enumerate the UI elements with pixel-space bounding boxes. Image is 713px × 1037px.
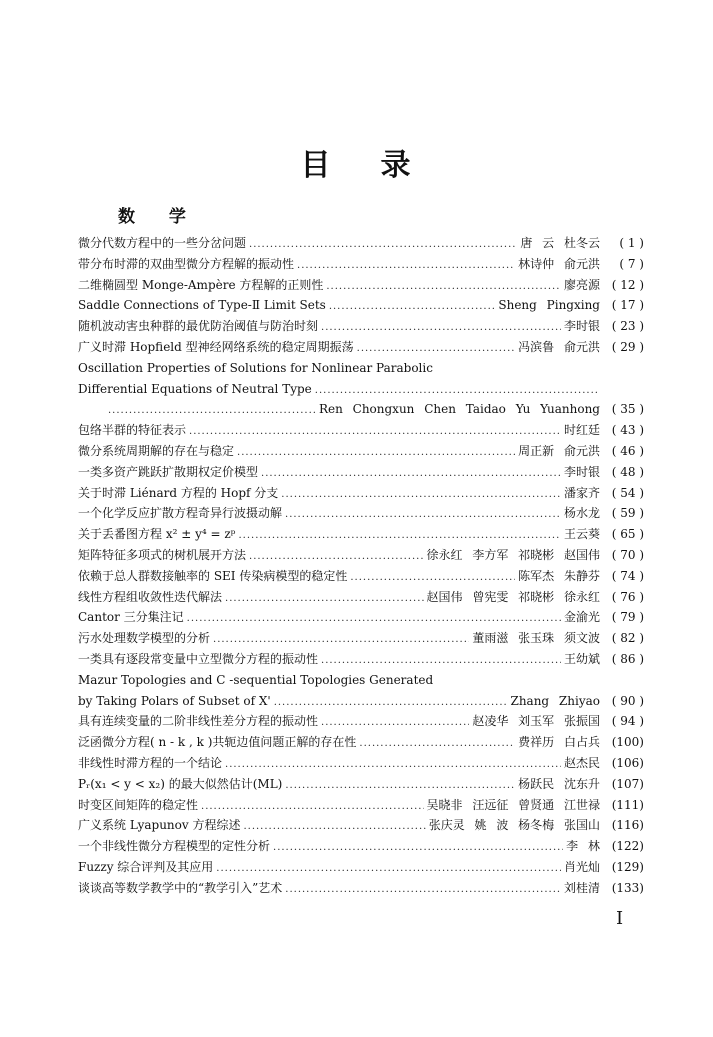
section-heading: 数 学 — [118, 207, 200, 227]
toc-entry[interactable] — [78, 628, 644, 649]
entry-title: 微分代数方程中的一些分岔问题 — [78, 236, 247, 250]
toc-entry[interactable] — [78, 358, 644, 379]
entry-page: (122) — [611, 839, 644, 854]
entry-authors: 吴晓非 汪远征 曾贤通 江世禄 — [426, 797, 600, 812]
toc-entry[interactable] — [78, 275, 644, 296]
entry-page: ( 70 ) — [611, 547, 644, 562]
entry-title: 一个非线性微分方程模型的定性分析 — [78, 839, 271, 854]
entry-title: 线性方程组收敛性迭代解法 — [78, 589, 223, 604]
entry-page: ( 79 ) — [611, 610, 644, 625]
toc-entry[interactable] — [78, 711, 644, 732]
dot-leader — [321, 713, 469, 732]
toc-entry[interactable] — [78, 670, 644, 691]
dot-leader — [237, 443, 515, 462]
toc-entry[interactable] — [78, 607, 644, 628]
dot-leader — [321, 318, 561, 337]
entry-authors: Ren Chongxun Chen Taidao Yu Yuanhong — [318, 402, 600, 417]
toc-entry[interactable] — [78, 732, 644, 753]
entry-page: ( 48 ) — [611, 464, 644, 479]
entry-title: 具有连续变量的二阶非线性差分方程的振动性 — [78, 714, 319, 729]
toc-entry[interactable] — [78, 649, 644, 670]
dot-leader — [315, 381, 597, 400]
entry-authors: 杨跃民 沈东升 — [518, 776, 600, 791]
dot-leader — [357, 339, 516, 358]
entry-title: 关于丢番图方程 x² ± y⁴ = zᵖ — [78, 527, 236, 542]
dot-leader — [201, 797, 424, 816]
dot-leader — [249, 547, 424, 566]
dot-leader — [281, 485, 561, 504]
entry-authors: Zhang Zhiyao — [510, 693, 600, 708]
dot-leader — [274, 693, 508, 712]
dot-leader — [216, 859, 561, 878]
toc-list — [78, 233, 644, 899]
toc-entry[interactable] — [78, 524, 644, 545]
toc-entry[interactable] — [78, 587, 644, 608]
title-char-1: 目 — [300, 148, 333, 183]
entry-authors: 刘桂清 — [563, 880, 600, 895]
toc-entry[interactable] — [78, 483, 644, 504]
entry-title: 带分布时滞的双曲型微分方程解的振动性 — [78, 256, 295, 271]
entry-authors: 金渝光 — [563, 610, 600, 625]
toc-entry[interactable] — [78, 316, 644, 337]
entry-page: ( 35 ) — [611, 402, 644, 417]
toc-entry[interactable] — [78, 337, 644, 358]
dot-leader — [189, 422, 561, 441]
entry-authors: 赵杰民 — [563, 755, 600, 770]
entry-page: ( 76 ) — [611, 589, 644, 604]
entry-page: ( 23 ) — [611, 319, 644, 334]
dot-leader — [261, 464, 561, 483]
entry-page: (133) — [611, 880, 644, 895]
toc-entry[interactable] — [78, 379, 644, 400]
entry-page: ( 82 ) — [611, 631, 644, 646]
entry-title: 一类多资产跳跃扩散期权定价模型 — [78, 464, 259, 479]
entry-authors: 杨水龙 — [563, 506, 600, 521]
toc-entry[interactable] — [78, 420, 644, 441]
entry-title: 关于时滞 Liénard 方程的 Hopf 分支 — [78, 485, 279, 500]
entry-title: Oscillation Properties of Solutions for Nonlinear Parabolic — [78, 360, 433, 375]
entry-page: ( 74 ) — [611, 568, 644, 583]
entry-authors: 时红廷 — [563, 423, 600, 438]
entry-authors: 赵国伟 曾宪雯 祁晓彬 徐永红 — [426, 589, 600, 604]
entry-title: 时变区间矩阵的稳定性 — [78, 797, 199, 812]
toc-entry[interactable] — [78, 254, 644, 275]
entry-authors: 李时银 — [563, 319, 600, 334]
entry-page: (100) — [611, 735, 644, 750]
entry-title: 泛函微分方程( n - k , k )共轭边值问题正解的存在性 — [78, 735, 357, 750]
entry-authors: Sheng Pingxing — [498, 298, 600, 313]
entry-title: 矩阵特征多项式的树机展开方法 — [78, 547, 247, 562]
entry-title: 微分系统周期解的存在与稳定 — [78, 443, 235, 458]
entry-title: Mazur Topologies and C -sequential Topologies Generated — [78, 672, 434, 687]
toc-entry[interactable] — [78, 566, 644, 587]
entry-page: ( 7 ) — [619, 256, 644, 271]
entry-title: 随机波动害虫种群的最优防治阈值与防治时刻 — [78, 319, 319, 334]
entry-page: ( 65 ) — [611, 527, 644, 542]
entry-page: ( 86 ) — [611, 651, 644, 666]
dot-leader — [225, 589, 424, 608]
entry-authors: 李 林 — [566, 839, 600, 854]
entry-title: 一类具有逐段常变量中立型微分方程的振动性 — [78, 651, 319, 666]
dot-leader — [285, 505, 561, 524]
entry-authors: 王云葵 — [563, 527, 600, 542]
entry-page: (106) — [611, 755, 644, 770]
entry-title: Cantor 三分集注记 — [78, 610, 184, 625]
toc-entry[interactable] — [78, 815, 644, 836]
entry-page: ( 12 ) — [611, 277, 644, 292]
entry-authors: 董雨滋 张玉珠 须文波 — [472, 631, 600, 646]
toc-entry[interactable] — [78, 795, 644, 816]
entry-page: ( 46 ) — [611, 443, 644, 458]
toc-entry[interactable] — [78, 774, 644, 795]
entry-page: ( 17 ) — [611, 298, 644, 313]
toc-entry[interactable] — [78, 441, 644, 462]
title-char-2: 录 — [380, 148, 413, 183]
entry-page: (116) — [611, 818, 644, 833]
entry-page: (129) — [611, 859, 644, 874]
entry-authors: 冯滨鲁 俞元洪 — [518, 339, 600, 354]
entry-authors: 肖光灿 — [563, 859, 600, 874]
page-title — [0, 140, 713, 184]
dot-leader — [238, 526, 561, 545]
entry-authors: 李时银 — [563, 464, 600, 479]
entry-page: ( 1 ) — [619, 236, 644, 250]
entry-title: 非线性时滞方程的一个结论 — [78, 755, 223, 770]
dot-leader — [285, 880, 561, 899]
dot-leader — [225, 755, 561, 774]
dot-leader — [243, 817, 425, 836]
entry-authors: 周正新 俞元洪 — [518, 443, 600, 458]
entry-title: Saddle Connections of Type-Ⅱ Limit Sets — [78, 298, 326, 313]
entry-authors: 徐永红 李方军 祁晓彬 赵国伟 — [426, 547, 600, 562]
dot-leader — [297, 256, 515, 275]
entry-page: ( 43 ) — [611, 423, 644, 438]
dot-leader — [273, 838, 563, 857]
toc-entry[interactable] — [78, 857, 644, 878]
page-number: I — [616, 908, 624, 929]
entry-page: (107) — [611, 776, 644, 791]
entry-page: ( 90 ) — [611, 693, 644, 708]
entry-title: 谈谈高等数学教学中的“教学引入”艺术 — [78, 880, 283, 895]
entry-authors: 唐 云 杜冬云 — [520, 236, 600, 250]
entry-title: 广义系统 Lyapunov 方程综述 — [78, 818, 241, 833]
entry-page: ( 94 ) — [611, 714, 644, 729]
entry-authors: 潘家齐 — [563, 485, 600, 500]
entry-title: by Taking Polars of Subset of X' — [78, 693, 271, 708]
dot-leader — [213, 630, 469, 649]
dot-leader — [321, 651, 561, 670]
entry-title: Fuzzy 综合评判及其应用 — [78, 859, 214, 874]
entry-authors: 陈军杰 朱静芬 — [518, 568, 600, 583]
entry-authors: 廖亮源 — [563, 277, 600, 292]
toc-entry[interactable] — [78, 545, 644, 566]
entry-title: 依赖于总人群数接触率的 SEI 传染病模型的稳定性 — [78, 568, 348, 583]
entry-title: 包络半群的特征表示 — [78, 423, 187, 438]
dot-leader — [329, 297, 496, 316]
toc-entry[interactable] — [78, 503, 644, 524]
entry-title: Differential Equations of Neutral Type — [78, 381, 312, 396]
dot-leader — [187, 609, 561, 628]
entry-authors: 赵凌华 刘玉军 张振国 — [472, 714, 600, 729]
toc-entry[interactable] — [78, 295, 644, 316]
entry-page: ( 59 ) — [611, 506, 644, 521]
toc-entry[interactable] — [78, 836, 644, 857]
entry-title: 污水处理数学模型的分析 — [78, 631, 211, 646]
toc-entry[interactable] — [78, 462, 644, 483]
dot-leader — [326, 277, 561, 296]
entry-authors: 王幼斌 — [563, 651, 600, 666]
entry-page: (111) — [611, 797, 644, 812]
entry-title: 一个化学反应扩散方程奇异行波摄动解 — [78, 506, 283, 521]
entry-authors: 费祥历 白占兵 — [518, 735, 600, 750]
dot-leader — [285, 776, 515, 795]
entry-authors: 林诗仲 俞元洪 — [518, 256, 600, 271]
toc-entry[interactable] — [78, 233, 644, 254]
toc-entry[interactable] — [78, 399, 644, 420]
entry-page: ( 29 ) — [611, 339, 644, 354]
toc-entry[interactable] — [78, 753, 644, 774]
toc-entry[interactable] — [78, 691, 644, 712]
dot-leader — [108, 401, 316, 420]
entry-title: 广义时滞 Hopfield 型神经网络系统的稳定周期振荡 — [78, 339, 354, 354]
entry-title: Pᵣ(x₁ < y < x₂) 的最大似然估计(ML) — [78, 776, 283, 791]
entry-authors: 张庆灵 姚 波 杨冬梅 张国山 — [428, 818, 600, 833]
dot-leader — [359, 734, 515, 753]
toc-entry[interactable] — [78, 878, 644, 899]
entry-page: ( 54 ) — [611, 485, 644, 500]
dot-leader — [249, 235, 517, 254]
entry-title: 二维椭圆型 Monge-Ampère 方程解的正则性 — [78, 277, 324, 292]
dot-leader — [350, 568, 515, 587]
